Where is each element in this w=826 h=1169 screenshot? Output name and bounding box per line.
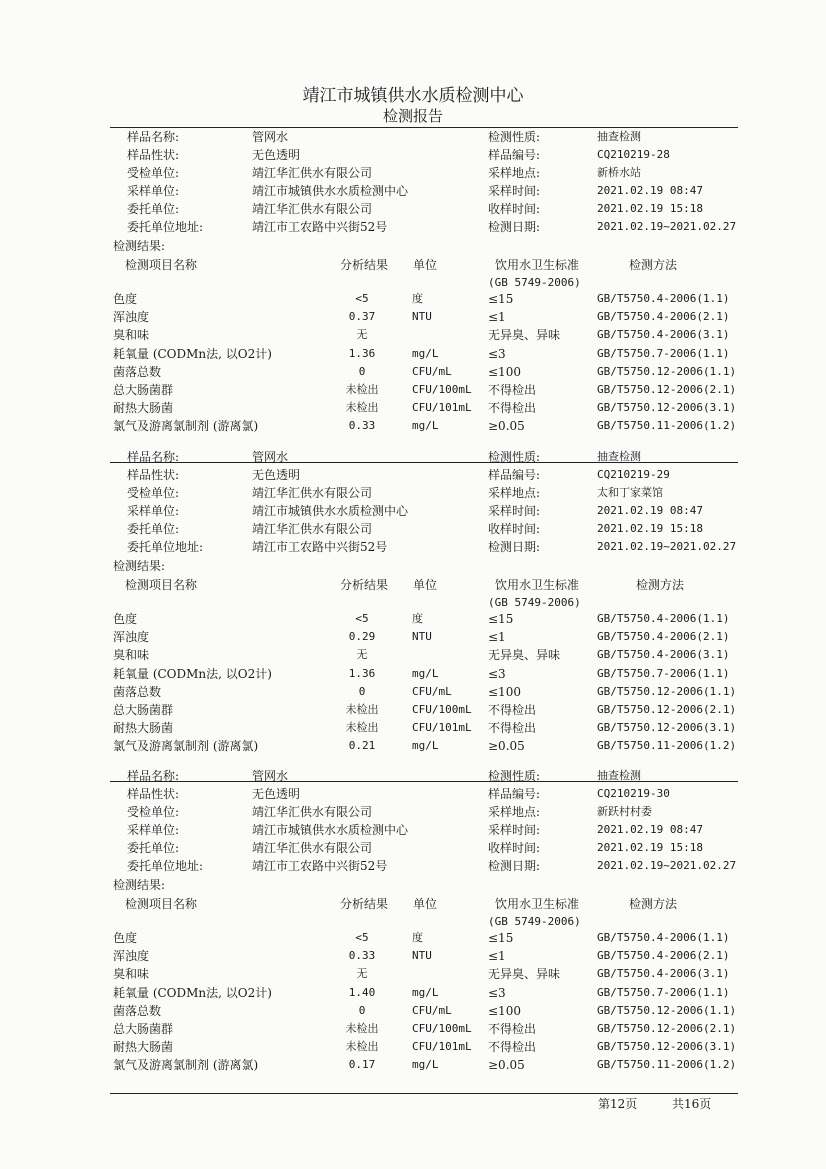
col-standard-subheader: (GB 5749-2006) <box>488 596 581 609</box>
test-date-label: 检测日期: <box>488 859 541 873</box>
row-method: GB/T5750.11-2006(1.2) <box>597 1058 737 1072</box>
row-method: GB/T5750.7-2006(1.1) <box>597 985 730 999</box>
row-standard: ≤15 <box>488 931 514 945</box>
client-unit-label: 委托单位: <box>127 202 180 216</box>
row-unit: CFU/mL <box>412 364 452 378</box>
sample-no-value: CQ210219-30 <box>597 787 670 800</box>
row-result: 未检出 <box>345 1040 379 1054</box>
sample-state-label: 样品性状: <box>127 148 180 162</box>
row-standard: ≤1 <box>488 949 506 964</box>
col-item-header: 检测项目名称 <box>125 578 198 592</box>
row-result: 未检出 <box>345 383 379 396</box>
sampling-unit-value: 靖江市城镇供水水质检测中心 <box>252 504 409 518</box>
sampling-site-value: 新跃村村委 <box>597 805 652 818</box>
row-method: GB/T5750.11-2006(1.2) <box>597 739 737 753</box>
col-method-header: 检测方法 <box>629 258 678 272</box>
row-unit: mg/L <box>412 739 439 753</box>
test-date-label: 检测日期: <box>488 540 541 554</box>
client-unit-label: 委托单位: <box>127 522 180 536</box>
sampling-site-label: 采样地点: <box>488 486 541 500</box>
col-result-header: 分析结果 <box>340 258 389 272</box>
sampling-time-label: 采样时间: <box>488 823 541 837</box>
client-unit-label: 委托单位: <box>127 841 180 855</box>
sample-name-value: 管网水 <box>252 769 289 783</box>
row-item: 氯气及游离氯制剂 (游离氯) <box>113 419 259 434</box>
sample-no-label: 样品编号: <box>488 787 541 801</box>
receive-time-value: 2021.02.19 15:18 <box>597 522 703 535</box>
row-standard: 无异臭、异味 <box>488 967 561 982</box>
row-unit: mg/L <box>412 1058 439 1072</box>
row-result: 无 <box>356 648 368 662</box>
row-item: 臭和味 <box>113 967 150 982</box>
sample-name-label: 样品名称: <box>127 450 180 464</box>
inspected-unit-label: 受检单位: <box>127 805 180 819</box>
row-unit: NTU <box>412 310 432 324</box>
row-item: 耐热大肠菌 <box>113 721 174 736</box>
receive-time-value: 2021.02.19 15:18 <box>597 841 703 854</box>
col-standard-header: 饮用水卫生标准 <box>495 578 580 592</box>
row-standard: ≤1 <box>488 630 506 645</box>
row-result: 0.37 <box>348 310 376 324</box>
row-result: 无 <box>356 328 368 342</box>
row-unit: NTU <box>412 630 432 644</box>
footer-rule <box>110 1093 738 1094</box>
receive-time-label: 收样时间: <box>488 841 541 855</box>
sampling-time-label: 采样时间: <box>488 184 541 198</box>
row-standard: 不得检出 <box>488 721 537 736</box>
row-standard: ≥0.05 <box>488 1058 525 1073</box>
row-method: GB/T5750.4-2006(3.1) <box>597 967 730 981</box>
inspected-unit-value: 靖江华汇供水有限公司 <box>252 166 373 180</box>
sampling-unit-label: 采样单位: <box>127 184 180 198</box>
receive-time-label: 收样时间: <box>488 202 541 216</box>
results-label: 检测结果: <box>113 239 166 253</box>
row-standard: ≥0.05 <box>488 419 525 434</box>
row-unit: mg/L <box>412 666 439 680</box>
col-result-header: 分析结果 <box>340 897 389 911</box>
sampling-unit-value: 靖江市城镇供水水质检测中心 <box>252 823 409 837</box>
row-standard: 不得检出 <box>488 383 537 397</box>
row-unit: mg/L <box>412 419 439 433</box>
row-item: 耗氧量 (CODMn法, 以O2计) <box>113 985 272 1000</box>
row-item: 耐热大肠菌 <box>113 401 174 416</box>
col-method-header: 检测方法 <box>636 578 685 592</box>
receive-time-value: 2021.02.19 15:18 <box>597 202 703 215</box>
row-item: 菌落总数 <box>113 1003 162 1018</box>
row-standard: ≤3 <box>488 985 506 1000</box>
row-standard: ≤3 <box>488 346 506 361</box>
col-unit-header: 单位 <box>413 897 438 911</box>
row-standard: 无异臭、异味 <box>488 648 561 663</box>
row-standard: 不得检出 <box>488 401 537 416</box>
row-result: 0.33 <box>348 419 376 433</box>
row-unit: CFU/100mL <box>412 703 472 716</box>
row-method: GB/T5750.12-2006(3.1) <box>597 1040 737 1054</box>
row-standard: ≤15 <box>488 292 514 306</box>
sampling-time-value: 2021.02.19 08:47 <box>597 504 703 517</box>
row-result: 0.17 <box>348 1058 376 1072</box>
sample-state-label: 样品性状: <box>127 468 180 482</box>
row-method: GB/T5750.12-2006(3.1) <box>597 721 737 735</box>
client-address-value: 靖江市工农路中兴街52号 <box>252 859 388 873</box>
receive-time-label: 收样时间: <box>488 522 541 536</box>
row-item: 色度 <box>113 931 138 945</box>
col-item-header: 检测项目名称 <box>125 258 198 272</box>
sampling-time-value: 2021.02.19 08:47 <box>597 184 703 197</box>
row-unit: CFU/100mL <box>412 1022 472 1035</box>
test-nature-label: 检测性质: <box>488 130 541 144</box>
row-method: GB/T5750.4-2006(3.1) <box>597 328 730 342</box>
row-standard: ≤100 <box>488 1003 521 1018</box>
col-unit-header: 单位 <box>413 578 438 592</box>
sample-name-value: 管网水 <box>252 130 289 144</box>
row-standard: 不得检出 <box>488 1022 537 1036</box>
row-standard: ≤100 <box>488 364 521 379</box>
test-nature-label: 检测性质: <box>488 769 541 783</box>
sample-no-value: CQ210219-28 <box>597 148 670 161</box>
sample-no-label: 样品编号: <box>488 468 541 482</box>
row-method: GB/T5750.12-2006(2.1) <box>597 1022 737 1035</box>
sample-state-value: 无色透明 <box>252 148 301 162</box>
row-unit: CFU/mL <box>412 1003 452 1017</box>
row-result: 未检出 <box>345 1022 379 1035</box>
sample-name-label: 样品名称: <box>127 769 180 783</box>
row-result: 未检出 <box>345 401 379 415</box>
row-unit: CFU/101mL <box>412 721 472 735</box>
row-result: 1.36 <box>348 666 376 680</box>
sample-no-value: CQ210219-29 <box>597 468 670 481</box>
sampling-time-value: 2021.02.19 08:47 <box>597 823 703 836</box>
row-method: GB/T5750.12-2006(1.1) <box>597 1003 737 1017</box>
header-rule <box>110 127 738 128</box>
row-standard: ≤1 <box>488 310 506 325</box>
row-unit: NTU <box>412 949 432 963</box>
col-standard-subheader: (GB 5749-2006) <box>488 915 581 928</box>
col-item-header: 检测项目名称 <box>125 897 198 911</box>
row-unit: CFU/101mL <box>412 401 472 415</box>
row-method: GB/T5750.4-2006(2.1) <box>597 630 730 644</box>
row-method: GB/T5750.4-2006(2.1) <box>597 949 730 963</box>
test-date-value: 2021.02.19~2021.02.27 <box>597 220 737 233</box>
row-item: 总大肠菌群 <box>113 383 174 397</box>
report-subtitle: 检测报告 <box>382 107 443 125</box>
row-method: GB/T5750.12-2006(1.1) <box>597 684 737 698</box>
sample-state-value: 无色透明 <box>252 468 301 482</box>
row-item: 浑浊度 <box>113 949 150 964</box>
col-unit-header: 单位 <box>413 258 438 272</box>
sampling-unit-label: 采样单位: <box>127 823 180 837</box>
client-unit-value: 靖江华汇供水有限公司 <box>252 841 373 855</box>
row-item: 浑浊度 <box>113 310 150 325</box>
row-unit: 度 <box>412 292 423 305</box>
inspected-unit-value: 靖江华汇供水有限公司 <box>252 486 373 500</box>
sample-name-label: 样品名称: <box>127 130 180 144</box>
row-result: 0.29 <box>348 630 376 644</box>
client-unit-value: 靖江华汇供水有限公司 <box>252 522 373 536</box>
row-method: GB/T5750.4-2006(1.1) <box>597 292 730 305</box>
row-result: 0 <box>358 684 366 698</box>
row-result: 1.40 <box>348 985 376 999</box>
sampling-site-value: 太和丁家菜馆 <box>597 486 663 499</box>
row-item: 菌落总数 <box>113 364 162 379</box>
results-label: 检测结果: <box>113 878 166 892</box>
sample-no-label: 样品编号: <box>488 148 541 162</box>
block-separator <box>110 462 738 463</box>
row-method: GB/T5750.12-2006(3.1) <box>597 401 737 415</box>
row-item: 臭和味 <box>113 648 150 663</box>
report-org-title: 靖江市城镇供水水质检测中心 <box>302 86 524 106</box>
row-result: 无 <box>356 967 368 981</box>
row-item: 氯气及游离氯制剂 (游离氯) <box>113 739 259 754</box>
row-method: GB/T5750.4-2006(1.1) <box>597 931 730 944</box>
row-standard: ≥0.05 <box>488 739 525 754</box>
row-unit: 度 <box>412 931 423 944</box>
row-item: 色度 <box>113 292 138 306</box>
row-standard: ≤100 <box>488 684 521 699</box>
inspected-unit-label: 受检单位: <box>127 486 180 500</box>
row-method: GB/T5750.4-2006(3.1) <box>597 648 730 662</box>
row-unit: CFU/100mL <box>412 383 472 396</box>
row-method: GB/T5750.12-2006(1.1) <box>597 364 737 378</box>
row-result: <5 <box>355 931 369 944</box>
test-date-value: 2021.02.19~2021.02.27 <box>597 859 737 872</box>
test-date-label: 检测日期: <box>488 220 541 234</box>
row-standard: 不得检出 <box>488 703 537 717</box>
row-unit: mg/L <box>412 346 439 360</box>
row-result: 0 <box>358 1003 366 1017</box>
row-result: 1.36 <box>348 346 376 360</box>
row-unit: 度 <box>412 612 423 625</box>
row-method: GB/T5750.12-2006(2.1) <box>597 383 737 396</box>
row-standard: ≤15 <box>488 612 514 626</box>
row-standard: 不得检出 <box>488 1040 537 1055</box>
test-nature-value: 抽查检测 <box>597 130 641 143</box>
row-result: 未检出 <box>345 703 379 716</box>
client-address-label: 委托单位地址: <box>127 859 204 873</box>
row-item: 臭和味 <box>113 328 150 343</box>
sample-state-value: 无色透明 <box>252 787 301 801</box>
row-item: 浑浊度 <box>113 630 150 645</box>
row-unit: CFU/mL <box>412 684 452 698</box>
col-standard-header: 饮用水卫生标准 <box>495 897 580 911</box>
row-unit: CFU/101mL <box>412 1040 472 1054</box>
col-standard-header: 饮用水卫生标准 <box>495 258 580 272</box>
page-number: 第12页 <box>598 1097 638 1111</box>
row-item: 色度 <box>113 612 138 626</box>
row-standard: ≤3 <box>488 666 506 681</box>
row-method: GB/T5750.7-2006(1.1) <box>597 346 730 360</box>
row-unit: mg/L <box>412 985 439 999</box>
row-method: GB/T5750.4-2006(2.1) <box>597 310 730 324</box>
client-unit-value: 靖江华汇供水有限公司 <box>252 202 373 216</box>
row-result: 0.21 <box>348 739 376 753</box>
row-result: <5 <box>355 612 369 625</box>
results-label: 检测结果: <box>113 559 166 573</box>
row-item: 耐热大肠菌 <box>113 1040 174 1055</box>
row-result: 未检出 <box>345 721 379 735</box>
row-result: <5 <box>355 292 369 305</box>
client-address-value: 靖江市工农路中兴街52号 <box>252 220 388 234</box>
col-result-header: 分析结果 <box>340 578 389 592</box>
sampling-unit-value: 靖江市城镇供水水质检测中心 <box>252 184 409 198</box>
inspected-unit-label: 受检单位: <box>127 166 180 180</box>
row-item: 耗氧量 (CODMn法, 以O2计) <box>113 666 272 681</box>
row-method: GB/T5750.4-2006(1.1) <box>597 612 730 625</box>
sampling-unit-label: 采样单位: <box>127 504 180 518</box>
test-nature-value: 抽查检测 <box>597 769 641 782</box>
inspected-unit-value: 靖江华汇供水有限公司 <box>252 805 373 819</box>
sample-state-label: 样品性状: <box>127 787 180 801</box>
row-result: 0 <box>358 364 366 378</box>
sampling-site-value: 新桥水站 <box>597 166 641 179</box>
row-result: 0.33 <box>348 949 376 963</box>
page-total: 共16页 <box>672 1097 712 1111</box>
test-nature-value: 抽查检测 <box>597 450 641 463</box>
row-item: 菌落总数 <box>113 684 162 699</box>
row-method: GB/T5750.11-2006(1.2) <box>597 419 737 433</box>
row-item: 总大肠菌群 <box>113 703 174 717</box>
test-nature-label: 检测性质: <box>488 450 541 464</box>
sampling-time-label: 采样时间: <box>488 504 541 518</box>
col-standard-subheader: (GB 5749-2006) <box>488 276 581 289</box>
client-address-label: 委托单位地址: <box>127 220 204 234</box>
row-method: GB/T5750.12-2006(2.1) <box>597 703 737 716</box>
row-standard: 无异臭、异味 <box>488 328 561 343</box>
sampling-site-label: 采样地点: <box>488 166 541 180</box>
row-method: GB/T5750.7-2006(1.1) <box>597 666 730 680</box>
test-date-value: 2021.02.19~2021.02.27 <box>597 540 737 553</box>
sampling-site-label: 采样地点: <box>488 805 541 819</box>
block-separator <box>110 781 738 782</box>
row-item: 氯气及游离氯制剂 (游离氯) <box>113 1058 259 1073</box>
row-item: 总大肠菌群 <box>113 1022 174 1036</box>
row-item: 耗氧量 (CODMn法, 以O2计) <box>113 346 272 361</box>
sample-name-value: 管网水 <box>252 450 289 464</box>
client-address-label: 委托单位地址: <box>127 540 204 554</box>
client-address-value: 靖江市工农路中兴街52号 <box>252 540 388 554</box>
col-method-header: 检测方法 <box>629 897 678 911</box>
